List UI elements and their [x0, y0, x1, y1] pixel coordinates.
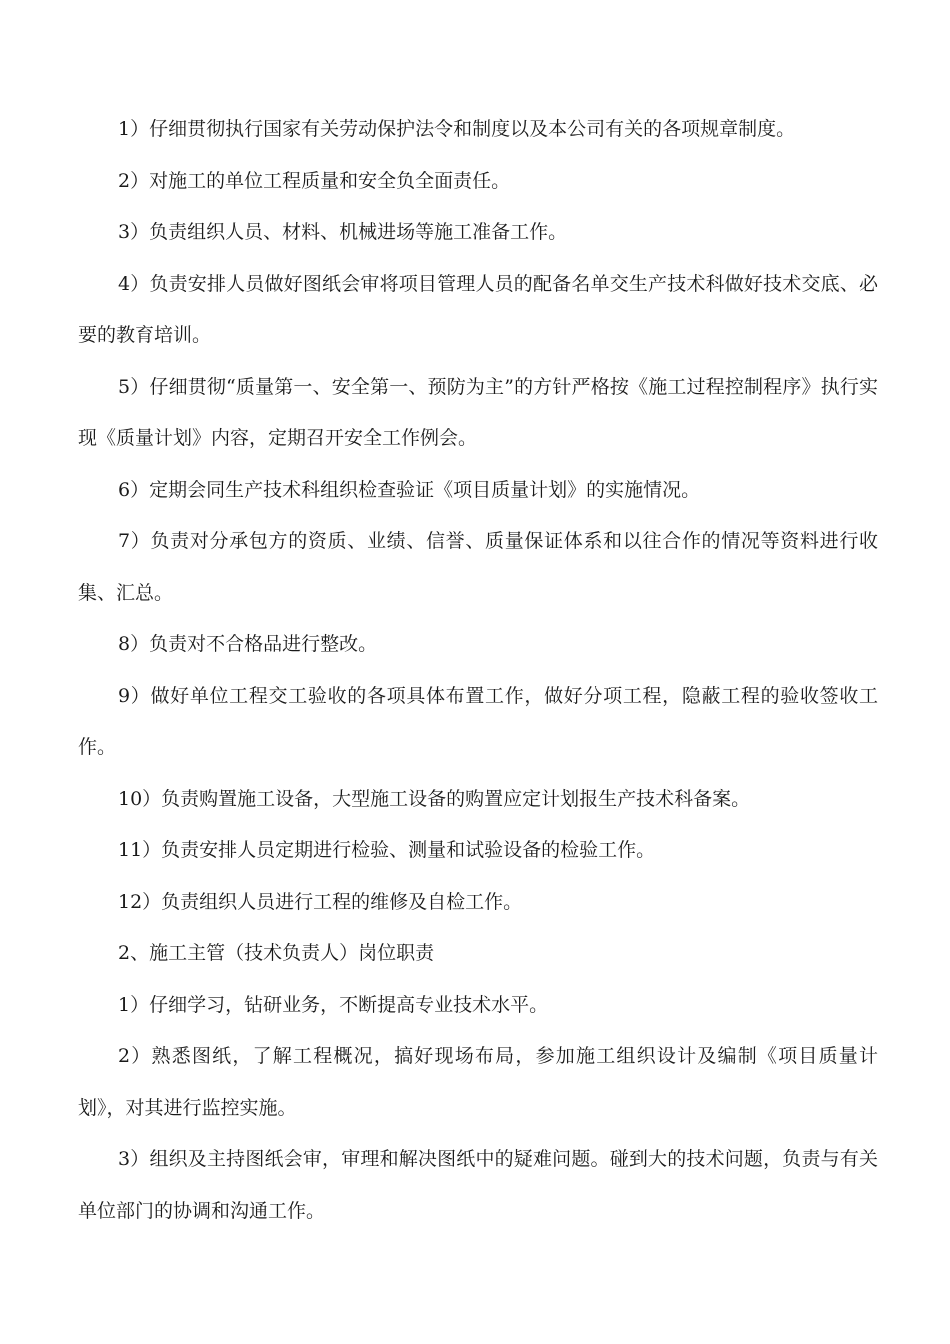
paragraph-6: 6）定期会同生产技术科组织检查验证《项目质量计划》的实施情况。 [118, 478, 701, 501]
paragraph-4: 4）负责安排人员做好图纸会审将项目管理人员的配备名单交生产技术科做好技术交底、必要的教育培训。 [78, 272, 878, 346]
document-body [78, 104, 878, 1237]
paragraph-5: 5）仔细贯彻“质量第一、安全第一、预防为主”的方针严格按《施工过程控制程序》执行实现《质量计划》内容，定期召开安全工作例会。 [78, 375, 878, 449]
paragraph-15: 2）熟悉图纸，了解工程概况，搞好现场布局，参加施工组织设计及编制《项目质量计划》，对其进行监控实施。 [78, 1045, 878, 1119]
section-heading: 2、施工主管（技术负责人）岗位职责 [118, 942, 435, 964]
paragraph-3: 3）负责组织人员、材料、机械进场等施工准备工作。 [118, 221, 568, 243]
paragraph-1: 1）仔细贯彻执行国家有关劳动保护法令和制度以及本公司有关的各项规章制度。 [118, 118, 796, 140]
paragraph-16: 3）组织及主持图纸会审，审理和解决图纸中的疑难问题。碰到大的技术问题，负责与有关单位部门的协调和沟通工作。 [78, 1148, 878, 1222]
paragraph-9: 9）做好单位工程交工验收的各项具体布置工作，做好分项工程，隐蔽工程的验收签收工作。 [78, 684, 878, 758]
paragraph-12: 12）负责组织人员进行工程的维修及自检工作。 [118, 890, 523, 913]
paragraph-2: 2）对施工的单位工程质量和安全负全面责任。 [118, 169, 511, 192]
paragraph-14: 1）仔细学习，钻研业务，不断提高专业技术水平。 [118, 993, 549, 1016]
paragraph-10: 10）负责购置施工设备，大型施工设备的购置应定计划报生产技术科备案。 [118, 787, 751, 810]
paragraph-11: 11）负责安排人员定期进行检验、测量和试验设备的检验工作。 [118, 839, 656, 861]
paragraph-7: 7）负责对分承包方的资质、业绩、信誉、质量保证体系和以往合作的情况等资料进行收集、汇总。 [78, 530, 878, 604]
paragraph-8: 8）负责对不合格品进行整改。 [118, 633, 378, 655]
